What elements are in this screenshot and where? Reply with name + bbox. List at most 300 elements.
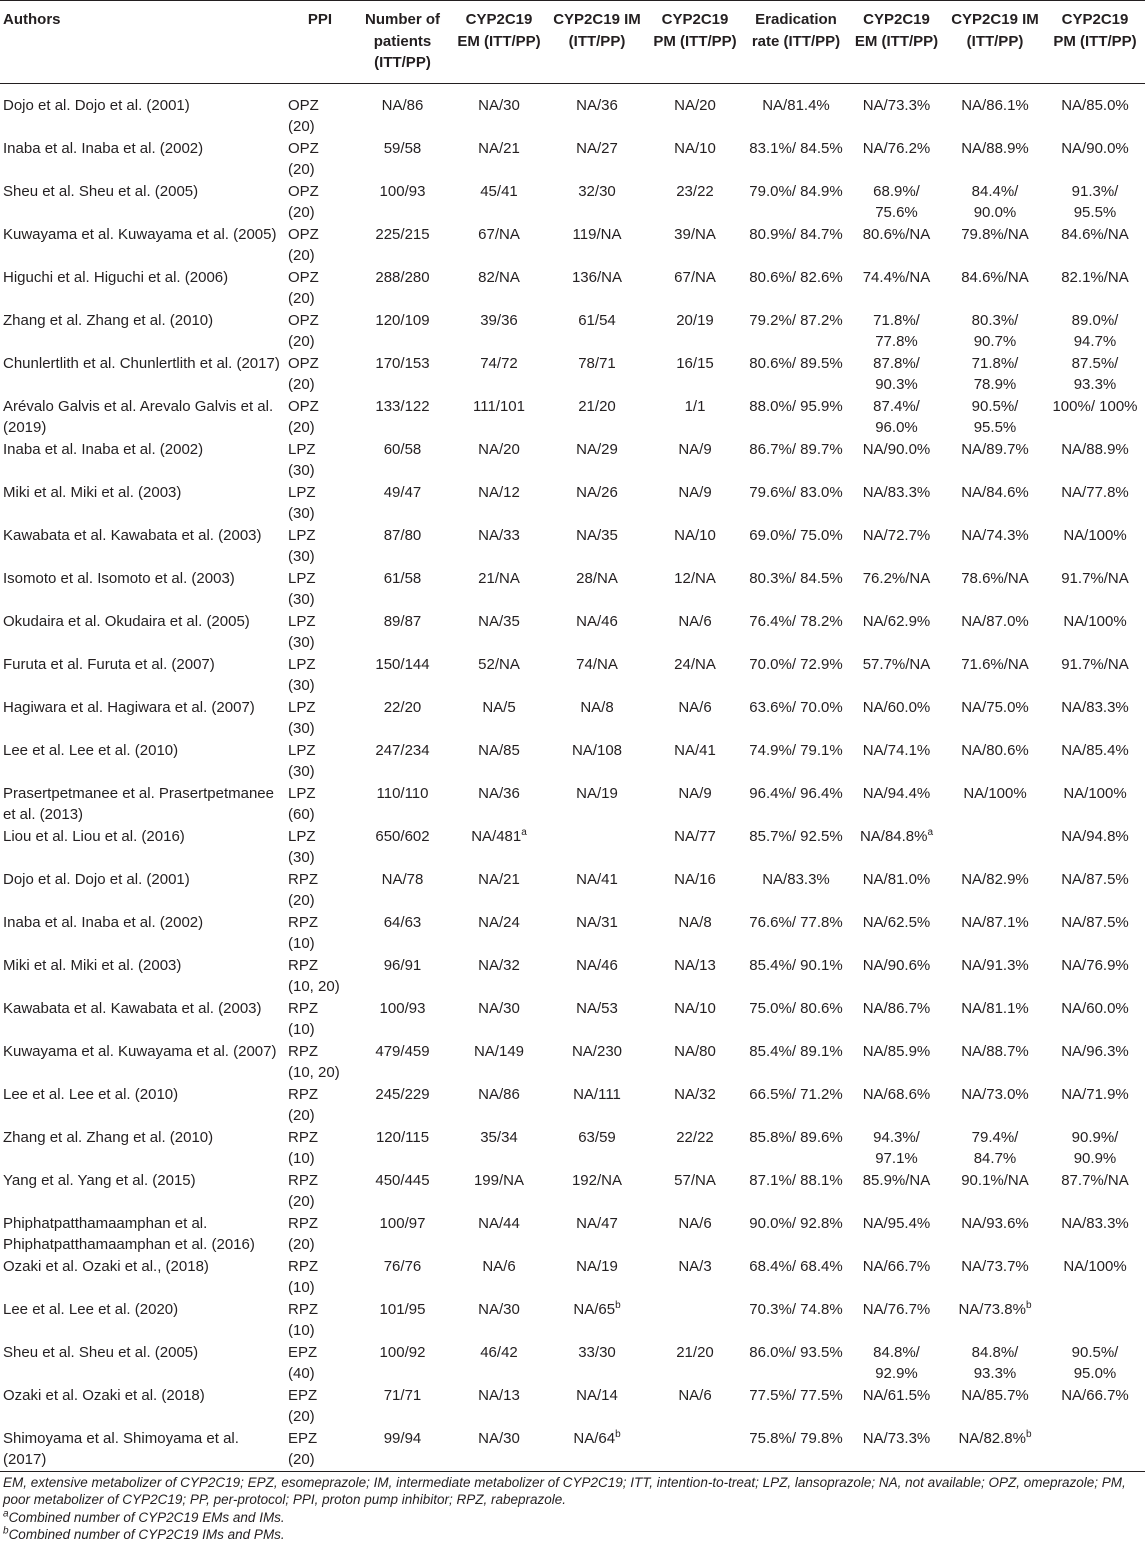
- cell-im-count-text: NA/26: [576, 483, 618, 501]
- cell-eradication-rate: [744, 396, 848, 439]
- ppi-name: LPZ: [288, 483, 316, 501]
- cell-im-rate: [945, 783, 1045, 826]
- cell-pm-count: [646, 955, 744, 998]
- cell-author-text: Kawabata et al. Kawabata et al. (2003): [3, 999, 262, 1017]
- cell-ppi: [285, 1213, 355, 1256]
- cell-pm-rate: [1045, 267, 1145, 310]
- cell-im-count: [548, 1213, 646, 1256]
- cell-number-of-patients-text: 96/91: [383, 956, 422, 974]
- cell-author-text: Miki et al. Miki et al. (2003): [3, 956, 182, 974]
- cell-eradication-rate: [744, 353, 848, 396]
- table-row: [0, 955, 1145, 998]
- ppi-dose: (20): [288, 419, 315, 436]
- cell-author-text: Kawabata et al. Kawabata et al. (2003): [3, 526, 262, 544]
- cell-im-rate: [945, 83, 1045, 138]
- cell-number-of-patients: [355, 396, 450, 439]
- cell-number-of-patients-text: 150/144: [375, 655, 430, 673]
- cell-ppi: [285, 697, 355, 740]
- cell-pm-count-text: 12/NA: [674, 569, 716, 587]
- cell-im-count: [548, 482, 646, 525]
- cell-eradication-rate: [744, 181, 848, 224]
- cell-pm-count-text: NA/10: [674, 999, 716, 1017]
- cell-author: [0, 310, 285, 353]
- cell-pm-rate: [1045, 1342, 1145, 1385]
- ppi-name: LPZ: [288, 526, 316, 544]
- cell-em-rate: [848, 1385, 945, 1428]
- cell-im-count-text: 136/NA: [571, 268, 623, 286]
- cell-pm-rate-text: NA/71.9%: [1061, 1085, 1129, 1103]
- cell-number-of-patients-text: 170/153: [375, 354, 430, 372]
- cell-number-of-patients-text: 225/215: [375, 225, 430, 243]
- cell-em-count-text: 21/NA: [478, 569, 520, 587]
- table-row: [0, 396, 1145, 439]
- ppi-dose: (10): [288, 1279, 315, 1296]
- cell-im-rate: [945, 568, 1045, 611]
- cell-eradication-rate-text: 85.8%/ 89.6%: [749, 1128, 843, 1146]
- ppi-name: RPZ: [288, 1085, 318, 1103]
- cell-number-of-patients-text: 133/122: [375, 397, 430, 415]
- cell-im-count-text: NA/35: [576, 526, 618, 544]
- cell-im-rate-text: NA/93.6%: [961, 1214, 1029, 1232]
- cell-eradication-rate: [744, 267, 848, 310]
- cell-em-rate-text: NA/73.3%: [862, 96, 931, 114]
- table-row: [0, 267, 1145, 310]
- cell-eradication-rate-text: 63.6%/ 70.0%: [749, 698, 843, 716]
- cell-em-count: [450, 439, 548, 482]
- cell-em-rate: [848, 826, 945, 869]
- cell-eradication-rate-text: 75.8%/ 79.8%: [749, 1429, 843, 1447]
- header-row: [0, 1, 1145, 84]
- cell-im-rate: [945, 1127, 1045, 1170]
- cell-em-rate: [848, 1428, 945, 1472]
- table-row: [0, 1342, 1145, 1385]
- cell-pm-count-text: NA/6: [678, 1214, 712, 1232]
- cell-author-text: Hagiwara et al. Hagiwara et al. (2007): [3, 698, 255, 716]
- cell-pm-rate: [1045, 439, 1145, 482]
- cell-pm-rate: [1045, 955, 1145, 998]
- cell-im-count: [548, 783, 646, 826]
- cell-pm-count: [646, 1084, 744, 1127]
- cell-em-count: [450, 654, 548, 697]
- cell-author-text: Ozaki et al. Ozaki et al., (2018): [3, 1257, 209, 1275]
- cell-eradication-rate: [744, 869, 848, 912]
- ppi-dose: (30): [288, 677, 315, 694]
- cell-eradication-rate-text: 96.4%/ 96.4%: [749, 784, 843, 802]
- cell-number-of-patients: [355, 1041, 450, 1084]
- cell-ppi: [285, 83, 355, 138]
- cell-eradication-rate: [744, 310, 848, 353]
- cell-pm-count-text: NA/9: [678, 483, 712, 501]
- cell-em-rate: [848, 396, 945, 439]
- cell-em-count: [450, 1256, 548, 1299]
- cell-pm-rate: [1045, 525, 1145, 568]
- cell-em-count-text: NA/21: [478, 139, 520, 157]
- cell-im-rate-text: 90.5%/ 95.5%: [971, 397, 1019, 436]
- cell-eradication-rate-text: 77.5%/ 77.5%: [749, 1386, 843, 1404]
- cell-eradication-rate-text: 66.5%/ 71.2%: [749, 1085, 843, 1103]
- ppi-dose: (10): [288, 1021, 315, 1038]
- cell-im-rate: [945, 611, 1045, 654]
- cell-author: [0, 869, 285, 912]
- cell-ppi: [285, 998, 355, 1041]
- cell-pm-count-text: NA/6: [678, 612, 712, 630]
- ppi-dose: (20): [288, 161, 315, 178]
- cell-number-of-patients: [355, 869, 450, 912]
- cell-author: [0, 1342, 285, 1385]
- cell-im-rate: [945, 740, 1045, 783]
- cell-eradication-rate-text: 69.0%/ 75.0%: [749, 526, 843, 544]
- cell-em-rate-text: NA/74.1%: [862, 741, 931, 759]
- cell-eradication-rate: [744, 1256, 848, 1299]
- cell-im-count: [548, 1170, 646, 1213]
- cell-number-of-patients: [355, 1299, 450, 1342]
- cell-em-count-text: NA/44: [478, 1214, 520, 1232]
- cell-im-count-text: NA/111: [573, 1085, 621, 1103]
- cell-im-count-text: NA/19: [576, 784, 618, 802]
- cell-number-of-patients: [355, 783, 450, 826]
- cell-number-of-patients: [355, 998, 450, 1041]
- cell-im-rate-text: 79.8%/NA: [961, 225, 1029, 243]
- cell-eradication-rate-text: 74.9%/ 79.1%: [749, 741, 843, 759]
- cell-em-count: [450, 310, 548, 353]
- cell-eradication-rate: [744, 1041, 848, 1084]
- cell-ppi: [285, 1428, 355, 1472]
- cell-im-count-text: NA/19: [576, 1257, 618, 1275]
- cell-pm-rate: [1045, 224, 1145, 267]
- table-row: [0, 310, 1145, 353]
- cell-pm-count: [646, 740, 744, 783]
- ppi-dose: (30): [288, 849, 315, 866]
- cell-author-text: Zhang et al. Zhang et al. (2010): [3, 1128, 214, 1146]
- cell-im-count-text: NA/65: [573, 1300, 616, 1318]
- cell-author-text: Inaba et al. Inaba et al. (2002): [3, 139, 204, 157]
- cell-pm-count: [646, 267, 744, 310]
- cell-im-rate-text: NA/82.9%: [961, 870, 1029, 888]
- ppi-name: EPZ: [288, 1429, 318, 1447]
- cell-im-count: [548, 396, 646, 439]
- cell-number-of-patients: [355, 1127, 450, 1170]
- cell-pm-count: [646, 181, 744, 224]
- cell-eradication-rate-text: 80.3%/ 84.5%: [749, 569, 843, 587]
- cell-author: [0, 740, 285, 783]
- cell-eradication-rate: [744, 1299, 848, 1342]
- table-row: [0, 439, 1145, 482]
- cell-eradication-rate: [744, 955, 848, 998]
- cell-pm-count: [646, 1256, 744, 1299]
- cell-pm-rate-text: 100%/ 100%: [1052, 397, 1138, 415]
- cell-author-text: Zhang et al. Zhang et al. (2010): [3, 311, 214, 329]
- cell-pm-count: [646, 83, 744, 138]
- footnote-a-text: Combined number of CYP2C19 EMs and IMs.: [8, 1509, 285, 1525]
- cell-pm-count: [646, 697, 744, 740]
- cell-number-of-patients-text: 59/58: [383, 139, 422, 157]
- cell-pm-rate-text: NA/100%: [1063, 526, 1127, 544]
- cell-em-rate-text: 84.8%/ 92.9%: [873, 1343, 920, 1382]
- cell-im-count: [548, 1299, 646, 1342]
- cell-im-rate-text: 84.6%/NA: [961, 268, 1029, 286]
- table-row: [0, 912, 1145, 955]
- cell-eradication-rate-text: 85.4%/ 89.1%: [749, 1042, 843, 1060]
- cell-pm-rate-text: 87.7%/NA: [1061, 1171, 1129, 1189]
- footnote-marker: b: [1025, 1428, 1032, 1440]
- cell-em-rate: [848, 697, 945, 740]
- cell-em-count: [450, 740, 548, 783]
- cell-im-rate: [945, 1084, 1045, 1127]
- cell-number-of-patients-text: 87/80: [383, 526, 422, 544]
- cell-eradication-rate-text: 85.7%/ 92.5%: [749, 827, 843, 845]
- cell-em-rate-text: NA/76.7%: [862, 1300, 931, 1318]
- cell-author-text: Isomoto et al. Isomoto et al. (2003): [3, 569, 235, 587]
- cell-author: [0, 267, 285, 310]
- cell-im-count: [548, 439, 646, 482]
- cell-em-rate-text: NA/61.5%: [862, 1386, 931, 1404]
- ppi-name: LPZ: [288, 698, 316, 716]
- ppi-dose: (20): [288, 333, 315, 350]
- cell-em-count-text: NA/6: [482, 1257, 516, 1275]
- cell-em-rate: [848, 525, 945, 568]
- cell-em-rate-text: 87.4%/ 96.0%: [873, 397, 920, 436]
- cell-em-count-text: NA/5: [482, 698, 516, 716]
- cell-pm-count: [646, 783, 744, 826]
- cell-ppi: [285, 955, 355, 998]
- cell-em-rate-text: 76.2%/NA: [862, 569, 931, 587]
- ppi-dose: (30): [288, 505, 315, 522]
- cell-pm-count: [646, 568, 744, 611]
- cell-im-rate: [945, 998, 1045, 1041]
- footnote-marker: a: [927, 826, 934, 838]
- cell-im-rate-text: NA/74.3%: [961, 526, 1029, 544]
- cell-pm-rate-text: NA/100%: [1063, 1257, 1127, 1275]
- cell-em-rate: [848, 482, 945, 525]
- cell-em-count: [450, 998, 548, 1041]
- cell-number-of-patients-text: 89/87: [383, 612, 422, 630]
- ppi-dose: (20): [288, 1408, 315, 1425]
- cell-pm-count-text: 67/NA: [674, 268, 716, 286]
- cell-eradication-rate-text: 86.7%/ 89.7%: [749, 440, 843, 458]
- cell-im-count: [548, 353, 646, 396]
- cell-eradication-rate-text: 80.6%/ 89.5%: [749, 354, 843, 372]
- cell-pm-count: [646, 869, 744, 912]
- cell-im-rate-text: 78.6%/NA: [961, 569, 1029, 587]
- cell-pm-count-text: 57/NA: [674, 1171, 716, 1189]
- cell-ppi: [285, 1127, 355, 1170]
- cell-author-text: Furuta et al. Furuta et al. (2007): [3, 655, 215, 673]
- ppi-dose: (20): [288, 376, 315, 393]
- cell-em-count-text: NA/86: [478, 1085, 520, 1103]
- cell-em-count-text: 67/NA: [478, 225, 520, 243]
- cell-pm-rate: [1045, 869, 1145, 912]
- cell-im-rate-text: 71.6%/NA: [961, 655, 1029, 673]
- footnote-marker: a: [521, 826, 527, 838]
- cell-ppi: [285, 1084, 355, 1127]
- cell-number-of-patients: [355, 1170, 450, 1213]
- ppi-name: OPZ: [288, 182, 319, 200]
- cell-number-of-patients: [355, 224, 450, 267]
- ppi-name: LPZ: [288, 440, 316, 458]
- cell-author-text: Higuchi et al. Higuchi et al. (2006): [3, 268, 229, 286]
- cell-im-rate: [945, 181, 1045, 224]
- cell-em-rate-text: 94.3%/ 97.1%: [873, 1128, 920, 1167]
- cell-author: [0, 1213, 285, 1256]
- cell-number-of-patients-text: 22/20: [383, 698, 422, 716]
- cell-em-count: [450, 138, 548, 181]
- cell-im-rate: [945, 396, 1045, 439]
- cell-author: [0, 826, 285, 869]
- cell-im-rate-text: NA/89.7%: [961, 440, 1029, 458]
- cell-number-of-patients-text: 60/58: [383, 440, 422, 458]
- table-row: [0, 1299, 1145, 1342]
- cell-pm-count: [646, 1342, 744, 1385]
- ppi-dose: (20): [288, 204, 315, 221]
- cell-pm-rate: [1045, 1299, 1145, 1342]
- cell-pm-rate-text: 91.3%/ 95.5%: [1071, 182, 1119, 221]
- cell-em-count: [450, 1041, 548, 1084]
- cell-em-rate: [848, 181, 945, 224]
- cell-eradication-rate-text: NA/83.3%: [762, 870, 830, 888]
- cell-eradication-rate: [744, 1213, 848, 1256]
- table-row: [0, 998, 1145, 1041]
- cell-ppi: [285, 439, 355, 482]
- cell-number-of-patients-text: 99/94: [383, 1429, 422, 1447]
- cell-author-text: Lee et al. Lee et al. (2020): [3, 1300, 179, 1318]
- cell-ppi: [285, 1299, 355, 1342]
- cell-em-rate-text: NA/95.4%: [862, 1214, 931, 1232]
- header-pm-rate: CYP2C19 PM (ITT/PP): [1045, 1, 1145, 84]
- cell-em-count-text: 52/NA: [478, 655, 520, 673]
- cell-em-rate: [848, 267, 945, 310]
- cell-em-rate-text: NA/60.0%: [862, 698, 931, 716]
- cell-im-count-text: 192/NA: [571, 1171, 623, 1189]
- cell-pm-rate: [1045, 1385, 1145, 1428]
- cell-pm-count-text: NA/41: [674, 741, 716, 759]
- cell-em-rate-text: NA/62.5%: [862, 913, 931, 931]
- table-row: [0, 1041, 1145, 1084]
- cell-eradication-rate: [744, 826, 848, 869]
- cell-em-rate: [848, 912, 945, 955]
- ppi-dose: (10, 20): [288, 1064, 340, 1081]
- cell-em-rate-text: NA/68.6%: [862, 1085, 931, 1103]
- cell-em-count: [450, 267, 548, 310]
- footnote-abbreviations: EM, extensive metabolizer of CYP2C19; EPZ, esomeprazole; IM, intermediate metabolizer of CYP2C19; ITT, intention-to-treat; LPZ, lansoprazole; NA, not available; OPZ, omeprazole; PM, poor metabolizer of CYP2C19; PP, per-protocol; PPI, proton pump inhibitor; RPZ, rabeprazole.: [3, 1474, 1126, 1507]
- cell-pm-rate-text: NA/100%: [1063, 612, 1127, 630]
- cell-author: [0, 396, 285, 439]
- cell-pm-count: [646, 353, 744, 396]
- cell-im-count-text: NA/53: [576, 999, 618, 1017]
- ppi-dose: (60): [288, 806, 315, 823]
- cell-number-of-patients-text: NA/86: [381, 96, 424, 114]
- cell-em-count-text: 46/42: [480, 1343, 518, 1361]
- cell-pm-rate: [1045, 83, 1145, 138]
- cell-pm-count-text: NA/6: [678, 1386, 712, 1404]
- cell-number-of-patients-text: 100/92: [379, 1343, 426, 1361]
- cell-author-text: Phiphatpatthamaamphan et al. Phiphatpatthamaamphan et al. (2016): [3, 1214, 255, 1253]
- cell-im-count: [548, 1385, 646, 1428]
- header-im-rate: CYP2C19 IM (ITT/PP): [945, 1, 1045, 84]
- cell-eradication-rate-text: 85.4%/ 90.1%: [749, 956, 843, 974]
- cell-pm-rate: [1045, 482, 1145, 525]
- cell-ppi: [285, 353, 355, 396]
- cell-em-count-text: NA/30: [478, 1300, 520, 1318]
- cell-pm-count-text: 1/1: [684, 397, 706, 415]
- cell-pm-count-text: NA/16: [674, 870, 716, 888]
- cell-author: [0, 439, 285, 482]
- cell-pm-rate: [1045, 568, 1145, 611]
- cell-em-rate-text: NA/84.8%: [859, 827, 928, 845]
- cell-im-count: [548, 224, 646, 267]
- ppi-name: OPZ: [288, 354, 319, 372]
- cell-pm-rate: [1045, 1127, 1145, 1170]
- cell-pm-count: [646, 998, 744, 1041]
- cell-pm-rate: [1045, 826, 1145, 869]
- cell-eradication-rate: [744, 783, 848, 826]
- cell-im-rate-text: NA/85.7%: [961, 1386, 1029, 1404]
- cell-em-rate: [848, 310, 945, 353]
- cell-number-of-patients: [355, 138, 450, 181]
- cell-eradication-rate: [744, 912, 848, 955]
- cell-em-count-text: NA/33: [478, 526, 520, 544]
- cell-pm-rate-text: 91.7%/NA: [1061, 655, 1129, 673]
- cell-em-rate: [848, 654, 945, 697]
- cell-pm-count: [646, 525, 744, 568]
- cell-author: [0, 654, 285, 697]
- cell-em-count-text: 82/NA: [478, 268, 520, 286]
- cell-ppi: [285, 611, 355, 654]
- ppi-name: OPZ: [288, 397, 319, 415]
- cell-im-count: [548, 1428, 646, 1472]
- ppi-dose: (20): [288, 1236, 315, 1253]
- cell-eradication-rate: [744, 439, 848, 482]
- cell-pm-rate: [1045, 611, 1145, 654]
- cell-im-count-text: 119/NA: [572, 225, 622, 243]
- cell-im-rate-text: NA/88.7%: [961, 1042, 1029, 1060]
- cell-em-count: [450, 1213, 548, 1256]
- cell-pm-count-text: 39/NA: [674, 225, 716, 243]
- cell-em-count-text: 39/36: [480, 311, 518, 329]
- table-row: [0, 482, 1145, 525]
- cell-author-text: Liou et al. Liou et al. (2016): [3, 827, 185, 845]
- footnote-b-mark: b: [3, 1525, 9, 1537]
- cell-im-count-text: 32/30: [578, 182, 616, 200]
- header-ppi: PPI: [285, 1, 355, 84]
- cell-pm-count: [646, 1385, 744, 1428]
- table-row: [0, 826, 1145, 869]
- cell-author: [0, 955, 285, 998]
- cell-em-rate: [848, 955, 945, 998]
- table-row: [0, 783, 1145, 826]
- cell-author-text: Inaba et al. Inaba et al. (2002): [3, 913, 204, 931]
- cell-number-of-patients-text: 49/47: [383, 483, 422, 501]
- cell-author: [0, 525, 285, 568]
- cell-im-count-text: 33/30: [578, 1343, 616, 1361]
- cell-pm-count-text: NA/32: [674, 1085, 716, 1103]
- cell-author: [0, 1170, 285, 1213]
- cell-eradication-rate-text: 90.0%/ 92.8%: [749, 1214, 843, 1232]
- table-row: [0, 568, 1145, 611]
- ppi-dose: (20): [288, 118, 315, 135]
- cell-ppi: [285, 525, 355, 568]
- cell-pm-count: [646, 1170, 744, 1213]
- cell-pm-rate-text: NA/90.0%: [1061, 139, 1129, 157]
- cell-author: [0, 181, 285, 224]
- cell-em-count: [450, 83, 548, 138]
- cell-number-of-patients: [355, 1428, 450, 1472]
- cell-eradication-rate: [744, 654, 848, 697]
- cell-number-of-patients-text: 245/229: [375, 1085, 430, 1103]
- table-row: [0, 525, 1145, 568]
- ppi-dose: (20): [288, 247, 315, 264]
- cell-em-count: [450, 525, 548, 568]
- cell-eradication-rate-text: 86.0%/ 93.5%: [749, 1343, 843, 1361]
